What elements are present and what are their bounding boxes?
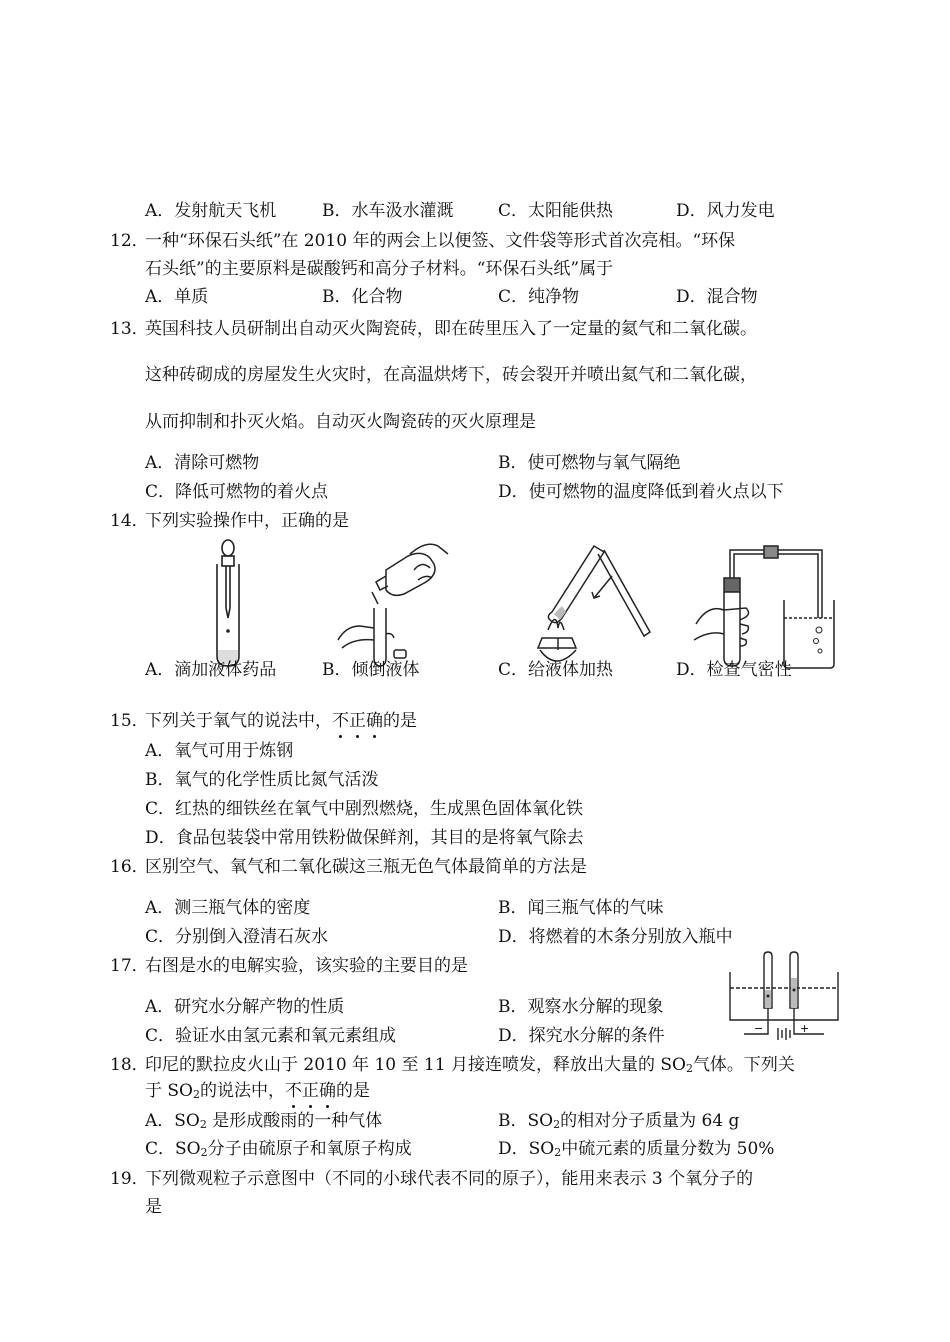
q11-option-b: B．水车汲水灌溉 bbox=[322, 201, 454, 221]
q19-stem-line2: 是 bbox=[145, 1197, 162, 1217]
q12-stem-line1: 一种“环保石头纸”在 2010 年的两会上以便签、文件袋等形式首次亮相。“环保 bbox=[145, 231, 736, 251]
q11-option-a: A．发射航天飞机 bbox=[145, 201, 277, 221]
q17-figure-electrolysis bbox=[724, 950, 844, 1046]
q13-option-b: B．使可燃物与氧气隔绝 bbox=[498, 453, 681, 473]
q15-option-b: B．氧气的化学性质比氮气活泼 bbox=[145, 770, 379, 790]
q13-stem-line3: 从而抑制和扑灭火焰。自动灭火陶瓷砖的灭火原理是 bbox=[145, 412, 536, 432]
q16-stem: 区别空气、氧气和二氧化碳这三瓶无色气体最简单的方法是 bbox=[145, 857, 587, 877]
q15-stem: 下列关于氧气的说法中，不正确的是 bbox=[145, 711, 417, 731]
q14-stem: 下列实验操作中，正确的是 bbox=[145, 511, 349, 531]
q15-option-d: D．食品包装袋中常用铁粉做保鲜剂，其目的是将氧气除去 bbox=[145, 828, 584, 848]
q13-option-d: D．使可燃物的温度降低到着火点以下 bbox=[498, 482, 784, 502]
q12-option-b: B．化合物 bbox=[322, 287, 403, 307]
q14-figure-heating bbox=[532, 540, 656, 672]
q17-option-c: C．验证水由氢元素和氧元素组成 bbox=[145, 1026, 397, 1046]
q13-stem-line2: 这种砖砌成的房屋发生火灾时，在高温烘烤下，砖会裂开并喷出氦气和二氧化碳， bbox=[145, 365, 757, 385]
q14-option-d: D．检查气密性 bbox=[676, 660, 792, 680]
q11-option-d: D．风力发电 bbox=[676, 201, 775, 221]
q17-option-a: A．研究水分解产物的性质 bbox=[145, 997, 345, 1017]
q13-stem-line1: 英国科技人员研制出自动灭火陶瓷砖，即在砖里压入了一定量的氦气和二氧化碳。 bbox=[145, 319, 757, 339]
q19-number: 19． bbox=[110, 1169, 149, 1189]
q14-figure-pouring bbox=[330, 540, 460, 670]
q11-option-c: C．太阳能供热 bbox=[498, 201, 614, 221]
q18-option-c: C．$SO_2$分子由硫原子和氧原子构成 bbox=[145, 1139, 412, 1159]
q16-number: 16． bbox=[110, 857, 149, 877]
q16-option-a: A．测三瓶气体的密度 bbox=[145, 898, 311, 918]
battery-plus-label: + bbox=[800, 1022, 810, 1035]
q18-option-d: D．$SO_2$中硫元素的质量分数为 50% bbox=[498, 1139, 775, 1159]
q18-stem-line2: 于 $SO_2$的说法中，不正确的是 bbox=[145, 1081, 370, 1101]
q18-number: 18． bbox=[110, 1055, 149, 1075]
q17-stem: 右图是水的电解实验，该实验的主要目的是 bbox=[145, 956, 468, 976]
q17-option-b: B．观察水分解的现象 bbox=[498, 997, 664, 1017]
q16-option-b: B．闻三瓶气体的气味 bbox=[498, 898, 664, 918]
q14-option-b: B．倾倒液体 bbox=[322, 660, 420, 680]
q18-option-b: B．$SO_2$的相对分子质量为 64 g bbox=[498, 1111, 740, 1131]
q14-figure-dropper bbox=[200, 538, 260, 670]
q12-option-d: D．混合物 bbox=[676, 287, 758, 307]
q15-option-a: A．氧气可用于炼钢 bbox=[145, 741, 294, 761]
q12-option-c: C．纯净物 bbox=[498, 287, 580, 307]
q15-number: 15． bbox=[110, 711, 149, 731]
q13-option-a: A．清除可燃物 bbox=[145, 453, 260, 473]
q13-number: 13． bbox=[110, 319, 149, 339]
q14-option-a: A．滴加液体药品 bbox=[145, 660, 277, 680]
q15-option-c: C．红热的细铁丝在氧气中剧烈燃烧，生成黑色固体氧化铁 bbox=[145, 799, 584, 819]
q14-option-c: C．给液体加热 bbox=[498, 660, 614, 680]
q14-number: 14． bbox=[110, 511, 149, 531]
q19-stem-line1: 下列微观粒子示意图中（不同的小球代表不同的原子），能用来表示 3 个氧分子的 bbox=[145, 1169, 754, 1189]
battery-minus-label: − bbox=[754, 1022, 764, 1035]
q17-number: 17． bbox=[110, 956, 149, 976]
q14-figure-airtight bbox=[688, 538, 838, 672]
q12-number: 12． bbox=[110, 231, 149, 251]
q13-option-c: C．降低可燃物的着火点 bbox=[145, 482, 329, 502]
q12-stem-line2: 石头纸”的主要原料是碳酸钙和高分子材料。“环保石头纸”属于 bbox=[145, 259, 614, 279]
q16-option-d: D．将燃着的木条分别放入瓶中 bbox=[498, 927, 733, 947]
q18-option-a: A．$SO_2$ 是形成酸雨的一种气体 bbox=[145, 1111, 383, 1131]
q12-option-a: A．单质 bbox=[145, 287, 209, 307]
q16-option-c: C．分别倒入澄清石灰水 bbox=[145, 927, 329, 947]
q17-option-d: D．探究水分解的条件 bbox=[498, 1026, 665, 1046]
q18-stem-line1: 印尼的默拉皮火山于 2010 年 10 至 11 月接连喷发，释放出大量的 $SO_2$气体。下列关 bbox=[145, 1055, 795, 1075]
